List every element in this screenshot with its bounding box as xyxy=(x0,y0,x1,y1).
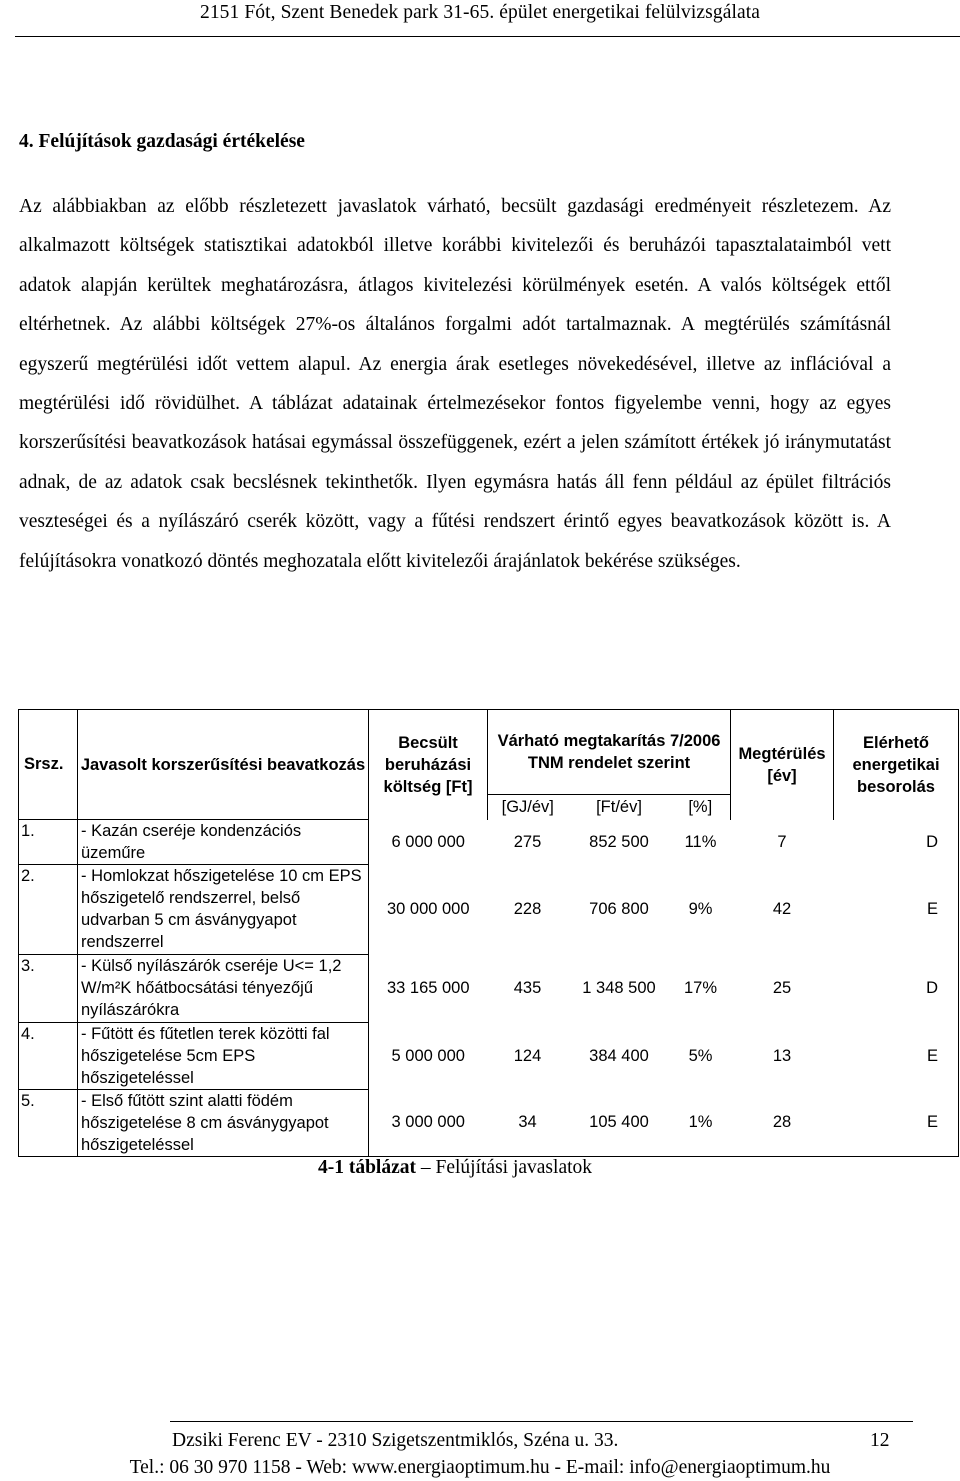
row-payback: 13 xyxy=(772,1046,792,1065)
row-payback: 28 xyxy=(731,1090,834,1157)
row-payback: 25 xyxy=(772,979,792,997)
row-ft: 384 400 xyxy=(589,1046,649,1065)
page-header: 2151 Fót, Szent Benedek park 31-65. épület energetikai felülvizsgálata xyxy=(199,2,761,23)
section-title: 4. Felújítások gazdasági értékelése xyxy=(19,131,305,152)
page-number: 12 xyxy=(870,1430,890,1451)
row-pct: 9% xyxy=(688,900,713,918)
row-description: - Kazán cseréje kondenzációs üzeműre xyxy=(78,820,369,865)
row-payback: 42 xyxy=(772,900,792,918)
row-description-text: - Külső nyílászárók cseréje U<= 1,2 W/m²K hőátbocsátási tényezőjű nyílászárókra xyxy=(81,957,342,1019)
header-payback: Megtérülés [év] xyxy=(731,710,834,820)
header-cost: Becsült beruházási költség [Ft] xyxy=(369,710,488,820)
row-cost: 6 000 000 xyxy=(391,832,465,851)
table-row xyxy=(19,865,959,955)
row-cost: 5 000 000 xyxy=(391,1046,465,1065)
table-caption xyxy=(0,1157,910,1179)
row-pct: 1% xyxy=(671,1090,731,1157)
row-cost: 3 000 000 xyxy=(369,1090,488,1157)
row-description: - Fűtött és fűtetlen terek közötti fal hőszigetelése 5cm EPS hőszigeteléssel xyxy=(78,1023,369,1090)
row-rating: D xyxy=(834,820,959,865)
table-row xyxy=(19,955,959,1023)
row-number: 1. xyxy=(19,820,78,865)
row-pct: 5% xyxy=(688,1046,713,1065)
row-number: 3. xyxy=(19,955,78,1023)
unit-gj: [GJ/év] xyxy=(488,795,568,820)
row-gj: 275 xyxy=(513,832,542,851)
caption-text: – Felújítási javaslatok xyxy=(416,1157,593,1178)
header-rating: Elérhető energetikai besorolás xyxy=(834,710,959,820)
row-number: 2. xyxy=(19,865,78,955)
body-paragraph: Az alábbiakban az előbb részletezett javaslatok várható, becsült gazdasági eredményeit részletezem. Az alkalmazott költségek statisztikai adatokból illetve korábbi kivitelezői és beruházói tapasztalataimból vett adatok alapján kerültek meghatározásra, átlagos kivitelezési körülmények esetén. A valós költségek ettől eltérhetnek. Az alábbi költségek 27%-os általános forgalmi adót tartalmaznak. A megtérülés számításnál egyszerű megtérülési időt vettem alapul. Az energia árak esetleges növekedésével, illetve az inflációval a megtérülési idő rövidülhet. A táblázat adatainak értelmezésekor fontos figyelembe venni, hogy az egyes korszerűsítési beavatkozások hatásai egymással összefüggenek, ezért a jelen számított értékek jó iránymutatást adnak, de az adatok csak becslésnek tekinthetők. Ilyen egymásra hatás áll fenn például az épület filtrációs veszteségei és a nyílászáró cserék között, vagy a fűtési rendszert érintő egyes beavatkozások között is. A felújításokra vonatkozó döntés meghozatala előtt kivitelezői árajánlatok bekérése szükséges. xyxy=(19,196,891,572)
row-ft: 1 348 500 xyxy=(582,979,656,997)
row-rating: E xyxy=(834,1090,959,1157)
row-cost: 33 165 000 xyxy=(386,979,470,997)
row-pct: 17% xyxy=(683,979,718,997)
row-gj: 34 xyxy=(488,1090,568,1157)
row-pct: 11% xyxy=(684,832,717,851)
row-ft: 105 400 xyxy=(568,1090,671,1157)
row-cost: 30 000 000 xyxy=(386,900,470,918)
unit-pct: [%] xyxy=(671,795,731,820)
row-gj: 435 xyxy=(513,979,542,997)
header-divider xyxy=(15,36,960,37)
row-number: 4. xyxy=(19,1023,78,1090)
header-savings: Várható megtakarítás 7/2006 TNM rendelet szerint xyxy=(488,710,731,795)
header-measure: Javasolt korszerűsítési beavatkozás xyxy=(78,710,369,820)
footer-divider xyxy=(170,1421,913,1422)
row-payback: 7 xyxy=(777,832,787,851)
table-row xyxy=(19,1023,959,1090)
row-ft: 852 500 xyxy=(589,832,649,851)
row-description xyxy=(78,955,369,1023)
row-number: 5. xyxy=(19,1090,78,1157)
row-description: - Homlokzat hőszigetelése 10 cm EPS hőszigetelő rendszerrel, belső udvarban 5 cm ásványgyapot rendszerrel xyxy=(78,865,369,955)
unit-ft: [Ft/év] xyxy=(568,795,671,820)
row-ft: 706 800 xyxy=(589,900,649,918)
header-srsz: Srsz. xyxy=(19,710,78,820)
row-description: - Első fűtött szint alatti födém hőszigetelése 8 cm ásványgyapot hőszigeteléssel xyxy=(78,1090,369,1157)
footer-contact: Tel.: 06 30 970 1158 - Web: www.energiaoptimum.hu - E-mail: info@energiaoptimum.hu xyxy=(129,1457,831,1478)
row-rating: E xyxy=(834,1023,959,1090)
row-gj: 228 xyxy=(513,900,542,918)
table-row xyxy=(19,1090,959,1157)
row-gj: 124 xyxy=(513,1046,542,1065)
table-row xyxy=(19,820,959,865)
row-rating: D xyxy=(834,955,959,1023)
row-rating: E xyxy=(834,865,959,955)
footer-address: Dzsiki Ferenc EV - 2310 Szigetszentmiklós, Széna u. 33. xyxy=(172,1430,619,1451)
caption-label: 4-1 táblázat xyxy=(317,1157,416,1178)
renovation-table xyxy=(18,709,959,1157)
